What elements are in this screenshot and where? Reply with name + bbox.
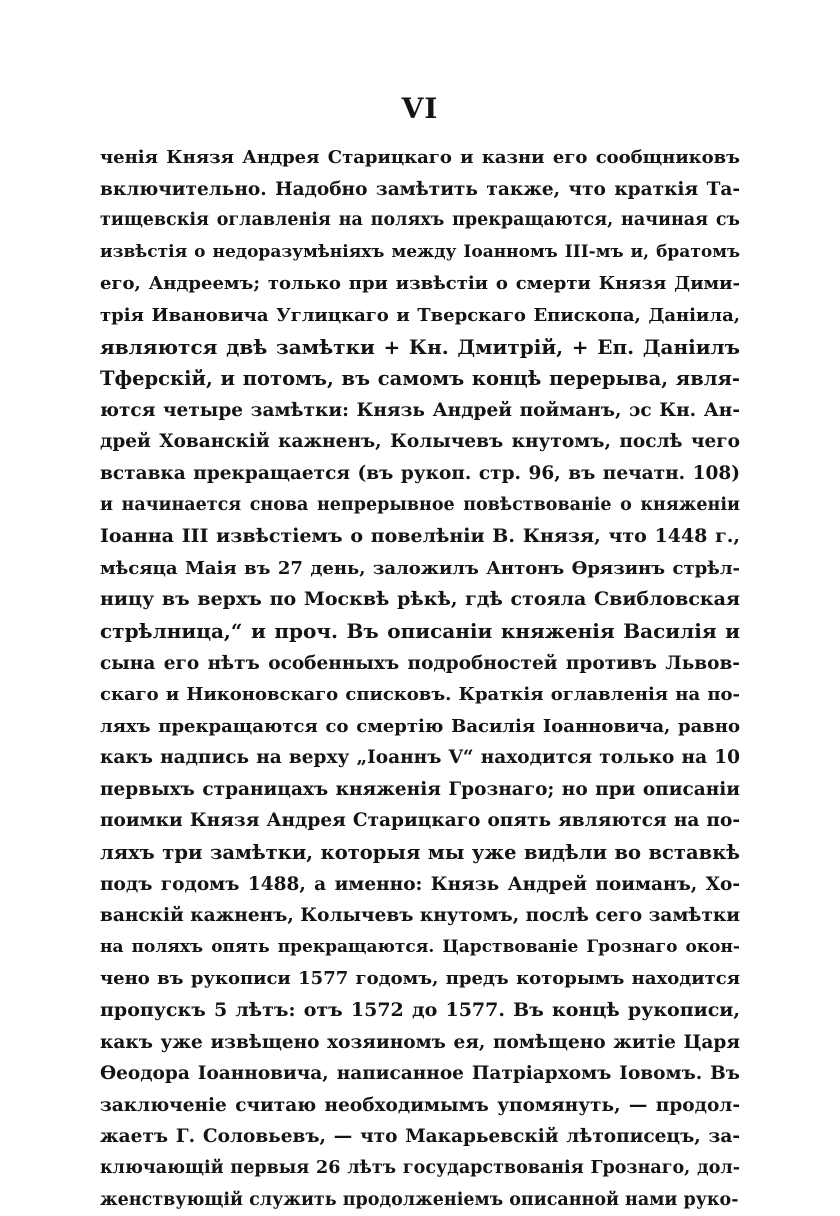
text-line: поимки Князя Андрея Старицкаго опять являются на по- (100, 810, 740, 832)
text-line: какъ уже извѣщено хозяиномъ ея, помѣщено житіе Царя (100, 1031, 740, 1053)
text-line: мѣсяца Маія въ 27 день, заложилъ Антонъ Ѳрязинъ стрѣл- (100, 557, 740, 579)
text-line: Іоанна III извѣстіемъ о повелѣніи В. Князя, что 1448 г., (100, 525, 740, 548)
text-line: жаетъ Г. Соловьевъ, — что Макарьевскій лѣтописецъ, за- (100, 1126, 740, 1148)
text-line: чено въ рукописи 1577 годомъ, предъ которымъ находится (100, 968, 740, 990)
text-line: трія Ивановича Углицкаго и Тверскаго Епископа, Даніила, (100, 304, 740, 326)
text-line: скаго и Никоновскаго списковъ. Краткія оглавленія на по- (100, 684, 740, 706)
text-line: сына его нѣтъ особенныхъ подробностей противъ Львов- (100, 652, 740, 674)
text-line: женствующій служить продолженіемъ описанной нами руко- (100, 1189, 739, 1210)
text-line: на поляхъ опять прекращаются. Царствованіе Грознаго окон- (100, 936, 740, 957)
text-line: извѣстія о недоразумѣніяхъ между Іоанномъ III-мъ и, братомъ (100, 241, 740, 262)
page-number: VI (401, 92, 439, 125)
text-line: пропускъ 5 лѣтъ: отъ 1572 до 1577. Въ концѣ рукописи, (100, 999, 740, 1022)
text-line: ключающій первыя 26 лѣтъ государствованія Грознаго, дол- (100, 1158, 740, 1178)
text-line: Тферскій, и потомъ, въ самомъ концѣ перерыва, явля- (100, 367, 740, 391)
text-line: ляхъ три замѣтки, которыя мы уже видѣли во вставкѣ (100, 841, 740, 865)
text-line: дрей Хованскій кажненъ, Колычевъ кнутомъ, послѣ чего (100, 431, 740, 453)
text-line: ницу въ верхъ по Москвѣ рѣкѣ, гдѣ стояла Свибловская (100, 588, 740, 611)
text-line: тищевскія оглавленія на поляхъ прекращаются, начиная съ (100, 210, 740, 231)
text-line: заключеніе считаю необходимымъ упомянуть, — продол- (100, 1094, 740, 1116)
text-line: ченія Князя Андрея Старицкаго и казни его сообщниковъ (100, 147, 740, 168)
text-line: включительно. Надобно замѣтить также, что краткія Та- (100, 178, 740, 200)
text-line: вставка прекращается (въ рукоп. стр. 96, въ печатн. 108) (100, 462, 740, 484)
text-line: ляхъ прекращаются со смертію Василія Іоанновича, равно (100, 715, 740, 737)
text-line: ются четыре замѣтки: Князь Андрей пойманъ, ɔc Кн. Ан- (100, 399, 740, 421)
text-line: подъ годомъ 1488, а именно: Князь Андрей поиманъ, Хо- (100, 873, 740, 895)
text-line: его, Андреемъ; только при извѣстіи о смерти Князя Дими- (100, 273, 740, 295)
text-line: и начинается снова непрерывное повѣствованіе о княженіи (100, 494, 740, 515)
text-line: Ѳеодора Іоанновича, написанное Патріархомъ Іовомъ. Въ (100, 1063, 740, 1085)
text-line: какъ надпись на верху „Іоаннъ V“ находится только на 10 (100, 747, 740, 769)
text-line: стрѣлница,“ и проч. Въ описаніи княженія Василія и (100, 618, 740, 643)
text-line: первыхъ страницахъ княженія Грознаго; но при описаніи (100, 778, 740, 800)
body-text (100, 142, 740, 1216)
text-line: ванскій кажненъ, Колычевъ кнутомъ, послѣ сего замѣтки (100, 905, 740, 927)
text-line: являются двѣ замѣтки + Кн. Дмитрій, + Еп. Даніилъ (100, 334, 740, 359)
